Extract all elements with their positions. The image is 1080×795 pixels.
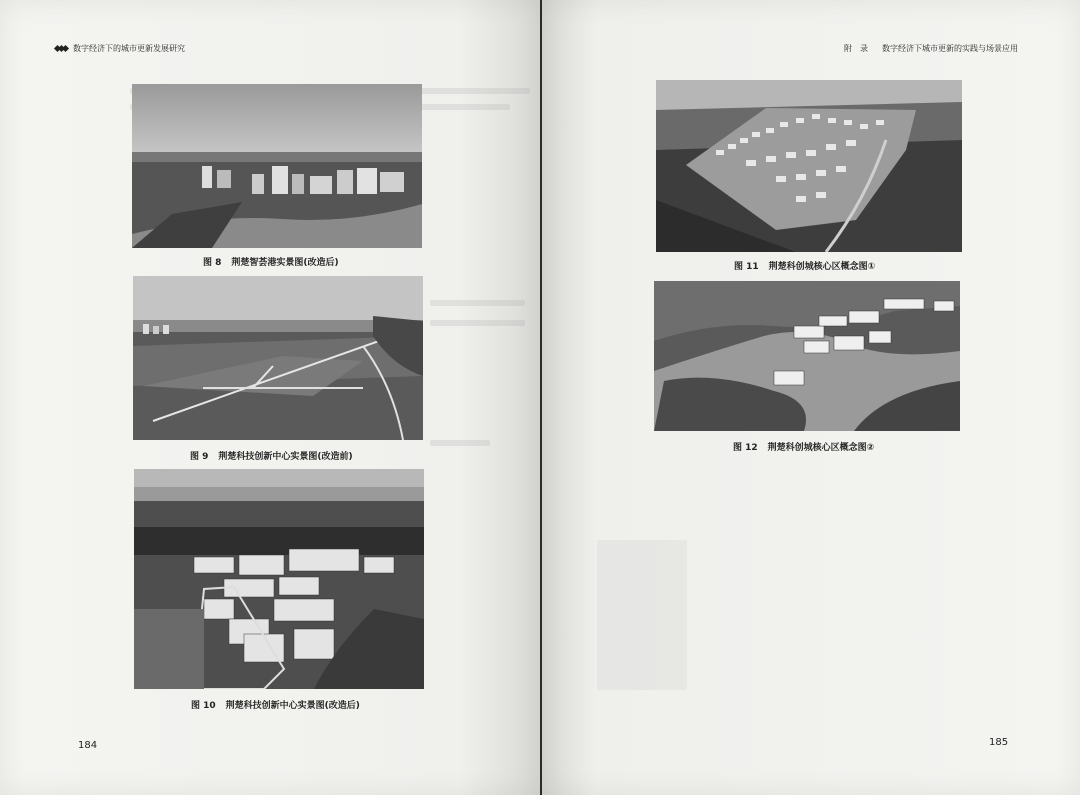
bleed-through-figure bbox=[597, 540, 687, 690]
page-number-left: 184 bbox=[78, 740, 98, 751]
bleed-through-text bbox=[430, 300, 525, 306]
figure-9-caption bbox=[190, 449, 353, 462]
figure-12-caption bbox=[733, 440, 874, 453]
figure-10-caption bbox=[191, 698, 360, 711]
appendix-label: 附 录 bbox=[844, 44, 868, 53]
figure-10-text: 荆楚科技创新中心实景图(改造后) bbox=[225, 701, 360, 711]
figure-10-photo bbox=[134, 469, 424, 689]
chapter-title: 数字经济下城市更新的实践与场景应用 bbox=[882, 44, 1018, 53]
figure-11-text: 荆楚科创城核心区概念图① bbox=[768, 262, 876, 272]
running-header-left bbox=[55, 43, 185, 54]
figure-10-number: 图 10 bbox=[191, 701, 216, 711]
figure-11-number: 图 11 bbox=[734, 262, 759, 272]
bleed-through-text bbox=[430, 440, 490, 446]
figure-11-caption bbox=[734, 259, 875, 272]
book-title: 数字经济下的城市更新发展研究 bbox=[73, 44, 185, 53]
right-page bbox=[542, 0, 1080, 795]
figure-12-photo bbox=[654, 281, 960, 431]
figure-9-photo bbox=[133, 276, 423, 440]
figure-9-number: 图 9 bbox=[190, 452, 209, 462]
figure-8-number: 图 8 bbox=[203, 258, 222, 268]
diamond-cluster-logo-icon bbox=[55, 45, 69, 53]
figure-8-caption bbox=[203, 255, 339, 268]
figure-11-photo bbox=[656, 80, 962, 252]
figure-8-photo bbox=[132, 84, 422, 248]
figure-8-text: 荆楚智荟港实景图(改造后) bbox=[231, 258, 339, 268]
figure-12-text: 荆楚科创城核心区概念图② bbox=[767, 443, 875, 453]
page-number-right: 185 bbox=[989, 737, 1009, 748]
figure-12-number: 图 12 bbox=[733, 443, 758, 453]
figure-9-text: 荆楚科技创新中心实景图(改造前) bbox=[218, 452, 353, 462]
running-header-right bbox=[844, 43, 1018, 54]
bleed-through-text bbox=[430, 320, 525, 326]
